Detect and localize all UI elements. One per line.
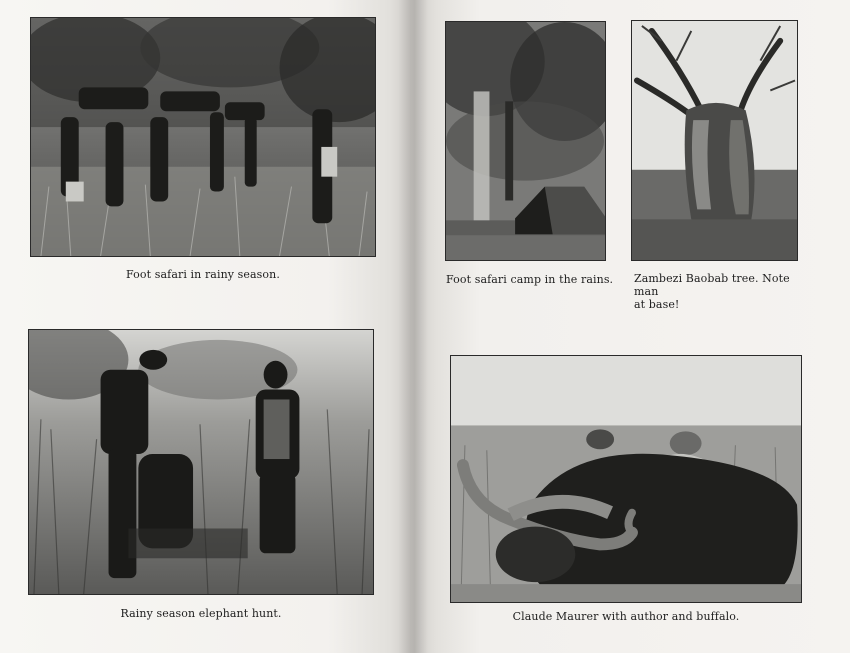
caption-elephant-hunt: Rainy season elephant hunt. [120,607,282,620]
photo-foot-safari-image [31,18,375,256]
caption-baobab-line1: Zambezi Baobab tree. Note man [634,272,790,298]
caption-baobab [634,272,804,311]
photo-baobab [631,20,798,261]
photo-buffalo [450,355,802,603]
caption-baobab-line2: at base! [634,298,680,311]
photo-buffalo-image [451,356,801,602]
book-gutter [398,0,428,653]
caption-buffalo: Claude Maurer with author and buffalo. [512,610,740,623]
photo-camp [445,21,606,261]
photo-camp-image [446,22,605,260]
photo-elephant-hunt-image [29,330,373,594]
caption-camp: Foot safari camp in the rains. [446,273,614,286]
photo-baobab-image [632,21,797,260]
photo-foot-safari [30,17,376,257]
photo-elephant-hunt [28,329,374,595]
caption-foot-safari: Foot safari in rainy season. [126,268,280,281]
